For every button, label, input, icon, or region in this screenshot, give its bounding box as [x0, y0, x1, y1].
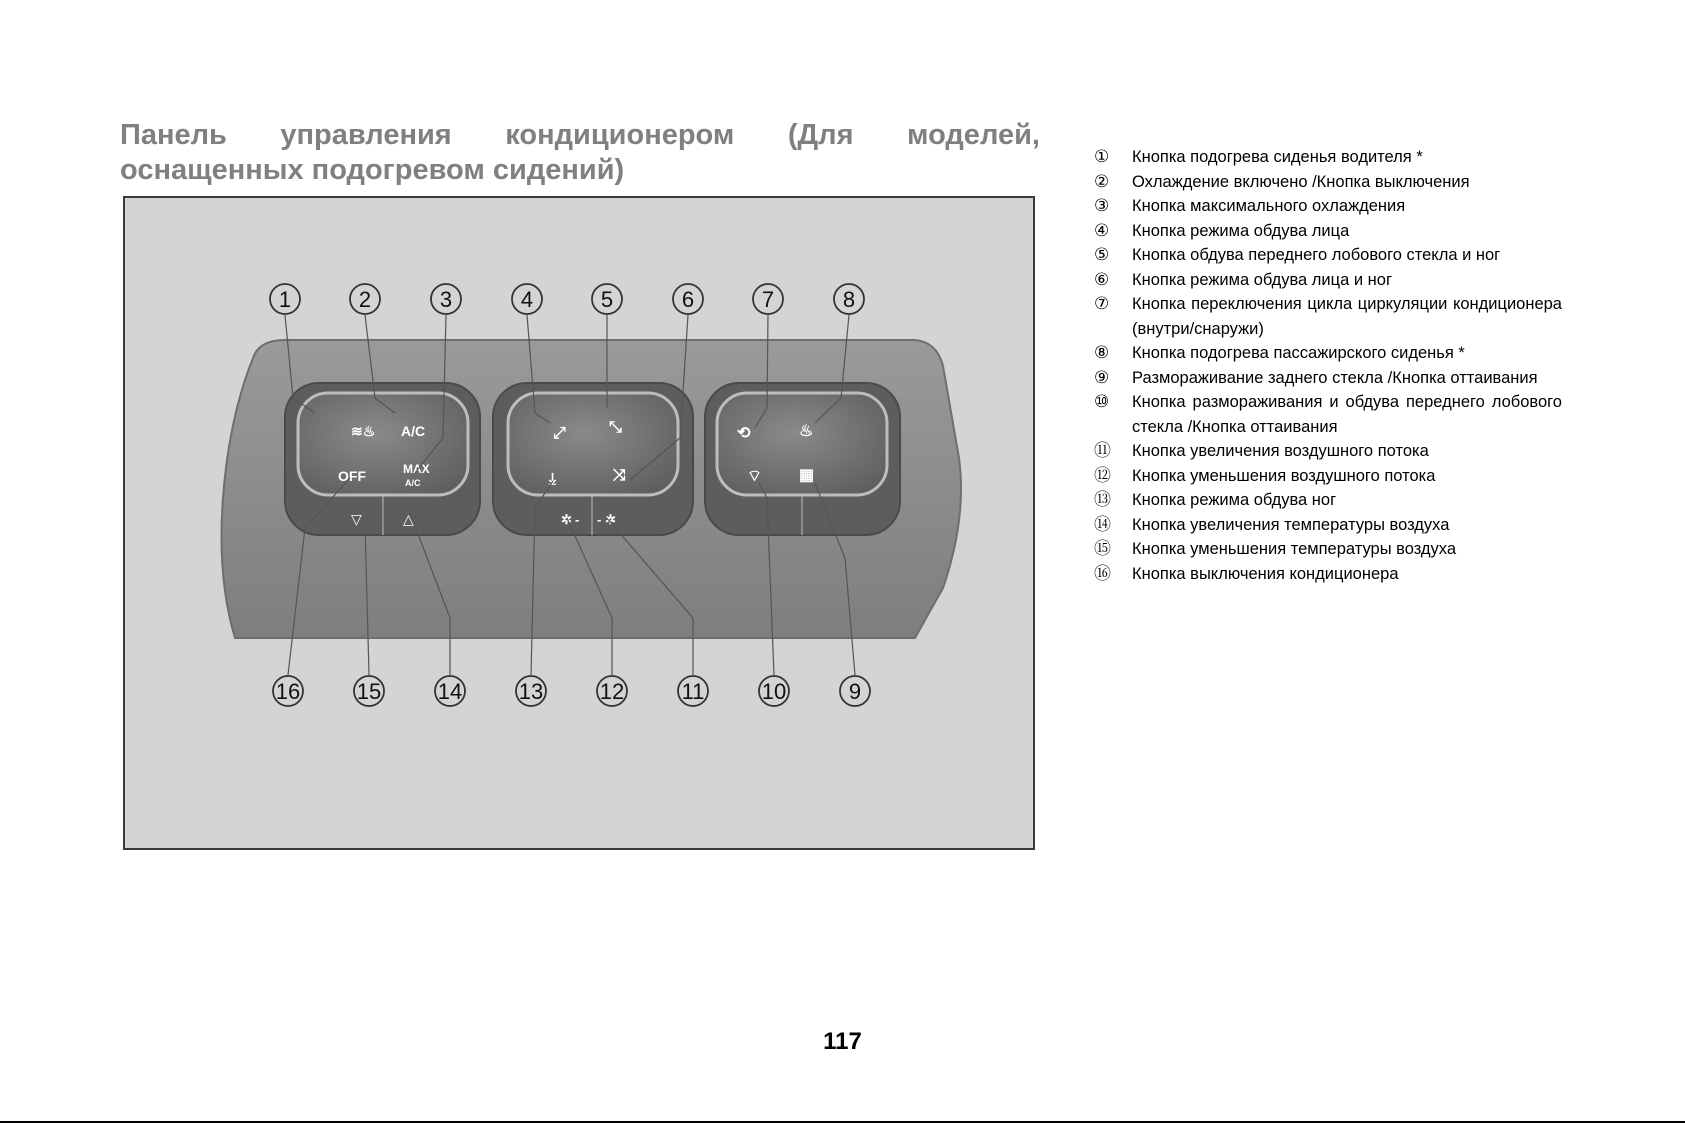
- callout-16: 16: [275, 679, 301, 704]
- legend-number: ⑮: [1094, 539, 1111, 558]
- legend-item: [1094, 292, 1562, 341]
- passenger-seat-heat-icon[interactable]: ♨: [799, 423, 814, 440]
- callout-14: 14: [437, 679, 463, 704]
- front-defrost-icon[interactable]: ⌔: [747, 468, 763, 485]
- legend-text: Кнопка подогрева пассажирского сиденья *: [1132, 344, 1465, 362]
- legend-number: ⑦: [1094, 294, 1110, 313]
- legend-text: Кнопка подогрева сиденья водителя *: [1132, 148, 1423, 166]
- callout-13: 13: [518, 679, 544, 704]
- max-ac-button-sub: A/C: [405, 478, 421, 488]
- callout-8: 8: [842, 287, 856, 312]
- ac-button[interactable]: A/C: [401, 423, 426, 439]
- legend-item: [1094, 145, 1562, 170]
- legend-text: Кнопка режима обдува лица: [1132, 221, 1350, 240]
- legend-text: Кнопка выключения кондиционера: [1132, 564, 1399, 583]
- page-number: 117: [823, 1028, 862, 1055]
- temp-down-icon[interactable]: ▽: [351, 511, 362, 527]
- legend-text: Кнопка увеличения температуры воздуха: [1132, 515, 1450, 534]
- legend-number: ⑤: [1094, 245, 1110, 264]
- temp-up-icon[interactable]: △: [403, 511, 414, 527]
- legend-number: ⑬: [1094, 490, 1111, 509]
- callout-6: 6: [681, 287, 695, 312]
- legend-item: [1094, 194, 1562, 219]
- legend-item: [1094, 219, 1562, 244]
- legend-number: ⑥: [1094, 269, 1110, 289]
- legend-text: Кнопка максимального охлаждения: [1132, 197, 1406, 215]
- callout-9: 9: [848, 679, 862, 704]
- legend-list: [1094, 145, 1562, 586]
- legend-number: ⑪: [1094, 441, 1111, 460]
- face-mode-icon[interactable]: ⤢: [553, 425, 566, 442]
- legend-number: ①: [1094, 147, 1110, 166]
- legend-number: ⑩: [1094, 392, 1110, 411]
- fan-down-icon[interactable]: ✲: [561, 512, 572, 527]
- climate-panel-figure: [123, 196, 1035, 850]
- legend-text: Размораживание заднего стекла /Кнопка оттаивания: [1132, 368, 1538, 387]
- legend-number: ⑭: [1094, 514, 1111, 534]
- callout-10: 10: [761, 679, 787, 704]
- recirculation-icon[interactable]: ⟲: [737, 425, 751, 442]
- legend-number: ⑧: [1094, 343, 1110, 362]
- callout-12: 12: [599, 679, 625, 704]
- legend-text: Охлаждение включено /Кнопка выключения: [1132, 172, 1470, 191]
- callout-11: 11: [681, 679, 705, 704]
- fan-down-sign: -: [575, 512, 580, 527]
- off-button[interactable]: OFF: [338, 468, 366, 484]
- legend-item: [1094, 464, 1562, 489]
- knob-left: [298, 393, 468, 495]
- rear-defrost-icon[interactable]: ▦: [799, 467, 815, 484]
- section-title-line-2: оснащенных подогревом сидений): [120, 154, 625, 186]
- legend-number: ⑫: [1094, 465, 1111, 485]
- callouts-bottom: [273, 676, 870, 706]
- legend-text: Кнопка уменьшения температуры воздуха: [1132, 540, 1457, 558]
- section-title-line-1: Панель управления кондиционером (Для моделей,: [120, 119, 1040, 151]
- legend-item: [1094, 366, 1562, 391]
- legend-item: [1094, 537, 1562, 562]
- climate-panel-illustration: [125, 198, 1033, 848]
- legend-item: [1094, 243, 1562, 268]
- legend-number: ⑨: [1094, 367, 1110, 387]
- legend-text: Кнопка уменьшения воздушного потока: [1132, 466, 1436, 485]
- legend-number: ⑯: [1094, 563, 1111, 583]
- callout-1: 1: [278, 287, 292, 312]
- fan-up-sign: -: [597, 512, 602, 527]
- legend-text: Кнопка увеличения воздушного потока: [1132, 442, 1429, 460]
- legend-text: Кнопка режима обдува лица и ног: [1132, 270, 1392, 289]
- legend-text: Кнопка размораживания и обдува переднего лобового стекла /Кнопка оттаивания: [1132, 393, 1562, 436]
- legend-item: [1094, 439, 1562, 464]
- legend-item: [1094, 268, 1562, 293]
- callout-15: 15: [356, 679, 382, 704]
- driver-seat-heat-icon[interactable]: ≋♨: [351, 423, 376, 439]
- callout-5: 5: [600, 287, 614, 312]
- legend-item: [1094, 390, 1562, 439]
- legend-number: ②: [1094, 171, 1110, 191]
- legend-number: ③: [1094, 196, 1110, 215]
- callout-7: 7: [761, 287, 775, 312]
- section-title: [120, 118, 1040, 188]
- knob-middle: [508, 393, 678, 495]
- windshield-feet-icon[interactable]: ⤡: [609, 419, 622, 436]
- callout-2: 2: [358, 287, 372, 312]
- legend-text: Кнопка режима обдува ног: [1132, 491, 1337, 509]
- max-ac-button[interactable]: MAX: [403, 462, 430, 476]
- fan-up-icon[interactable]: ✲: [605, 512, 616, 527]
- legend-item: [1094, 562, 1562, 587]
- feet-mode-icon[interactable]: ⤓: [549, 471, 557, 488]
- legend-text: Кнопка переключения цикла циркуляции кондиционера (внутри/снаружи): [1132, 295, 1562, 338]
- legend-item: [1094, 341, 1562, 366]
- legend-item: [1094, 513, 1562, 538]
- legend-item: [1094, 488, 1562, 513]
- legend-item: [1094, 170, 1562, 195]
- callouts-top: [270, 284, 864, 314]
- face-feet-icon[interactable]: ⤨: [613, 467, 626, 484]
- legend-number: ④: [1094, 220, 1110, 240]
- callout-4: 4: [520, 287, 534, 312]
- callout-3: 3: [439, 287, 453, 312]
- legend-text: Кнопка обдува переднего лобового стекла и ног: [1132, 246, 1501, 264]
